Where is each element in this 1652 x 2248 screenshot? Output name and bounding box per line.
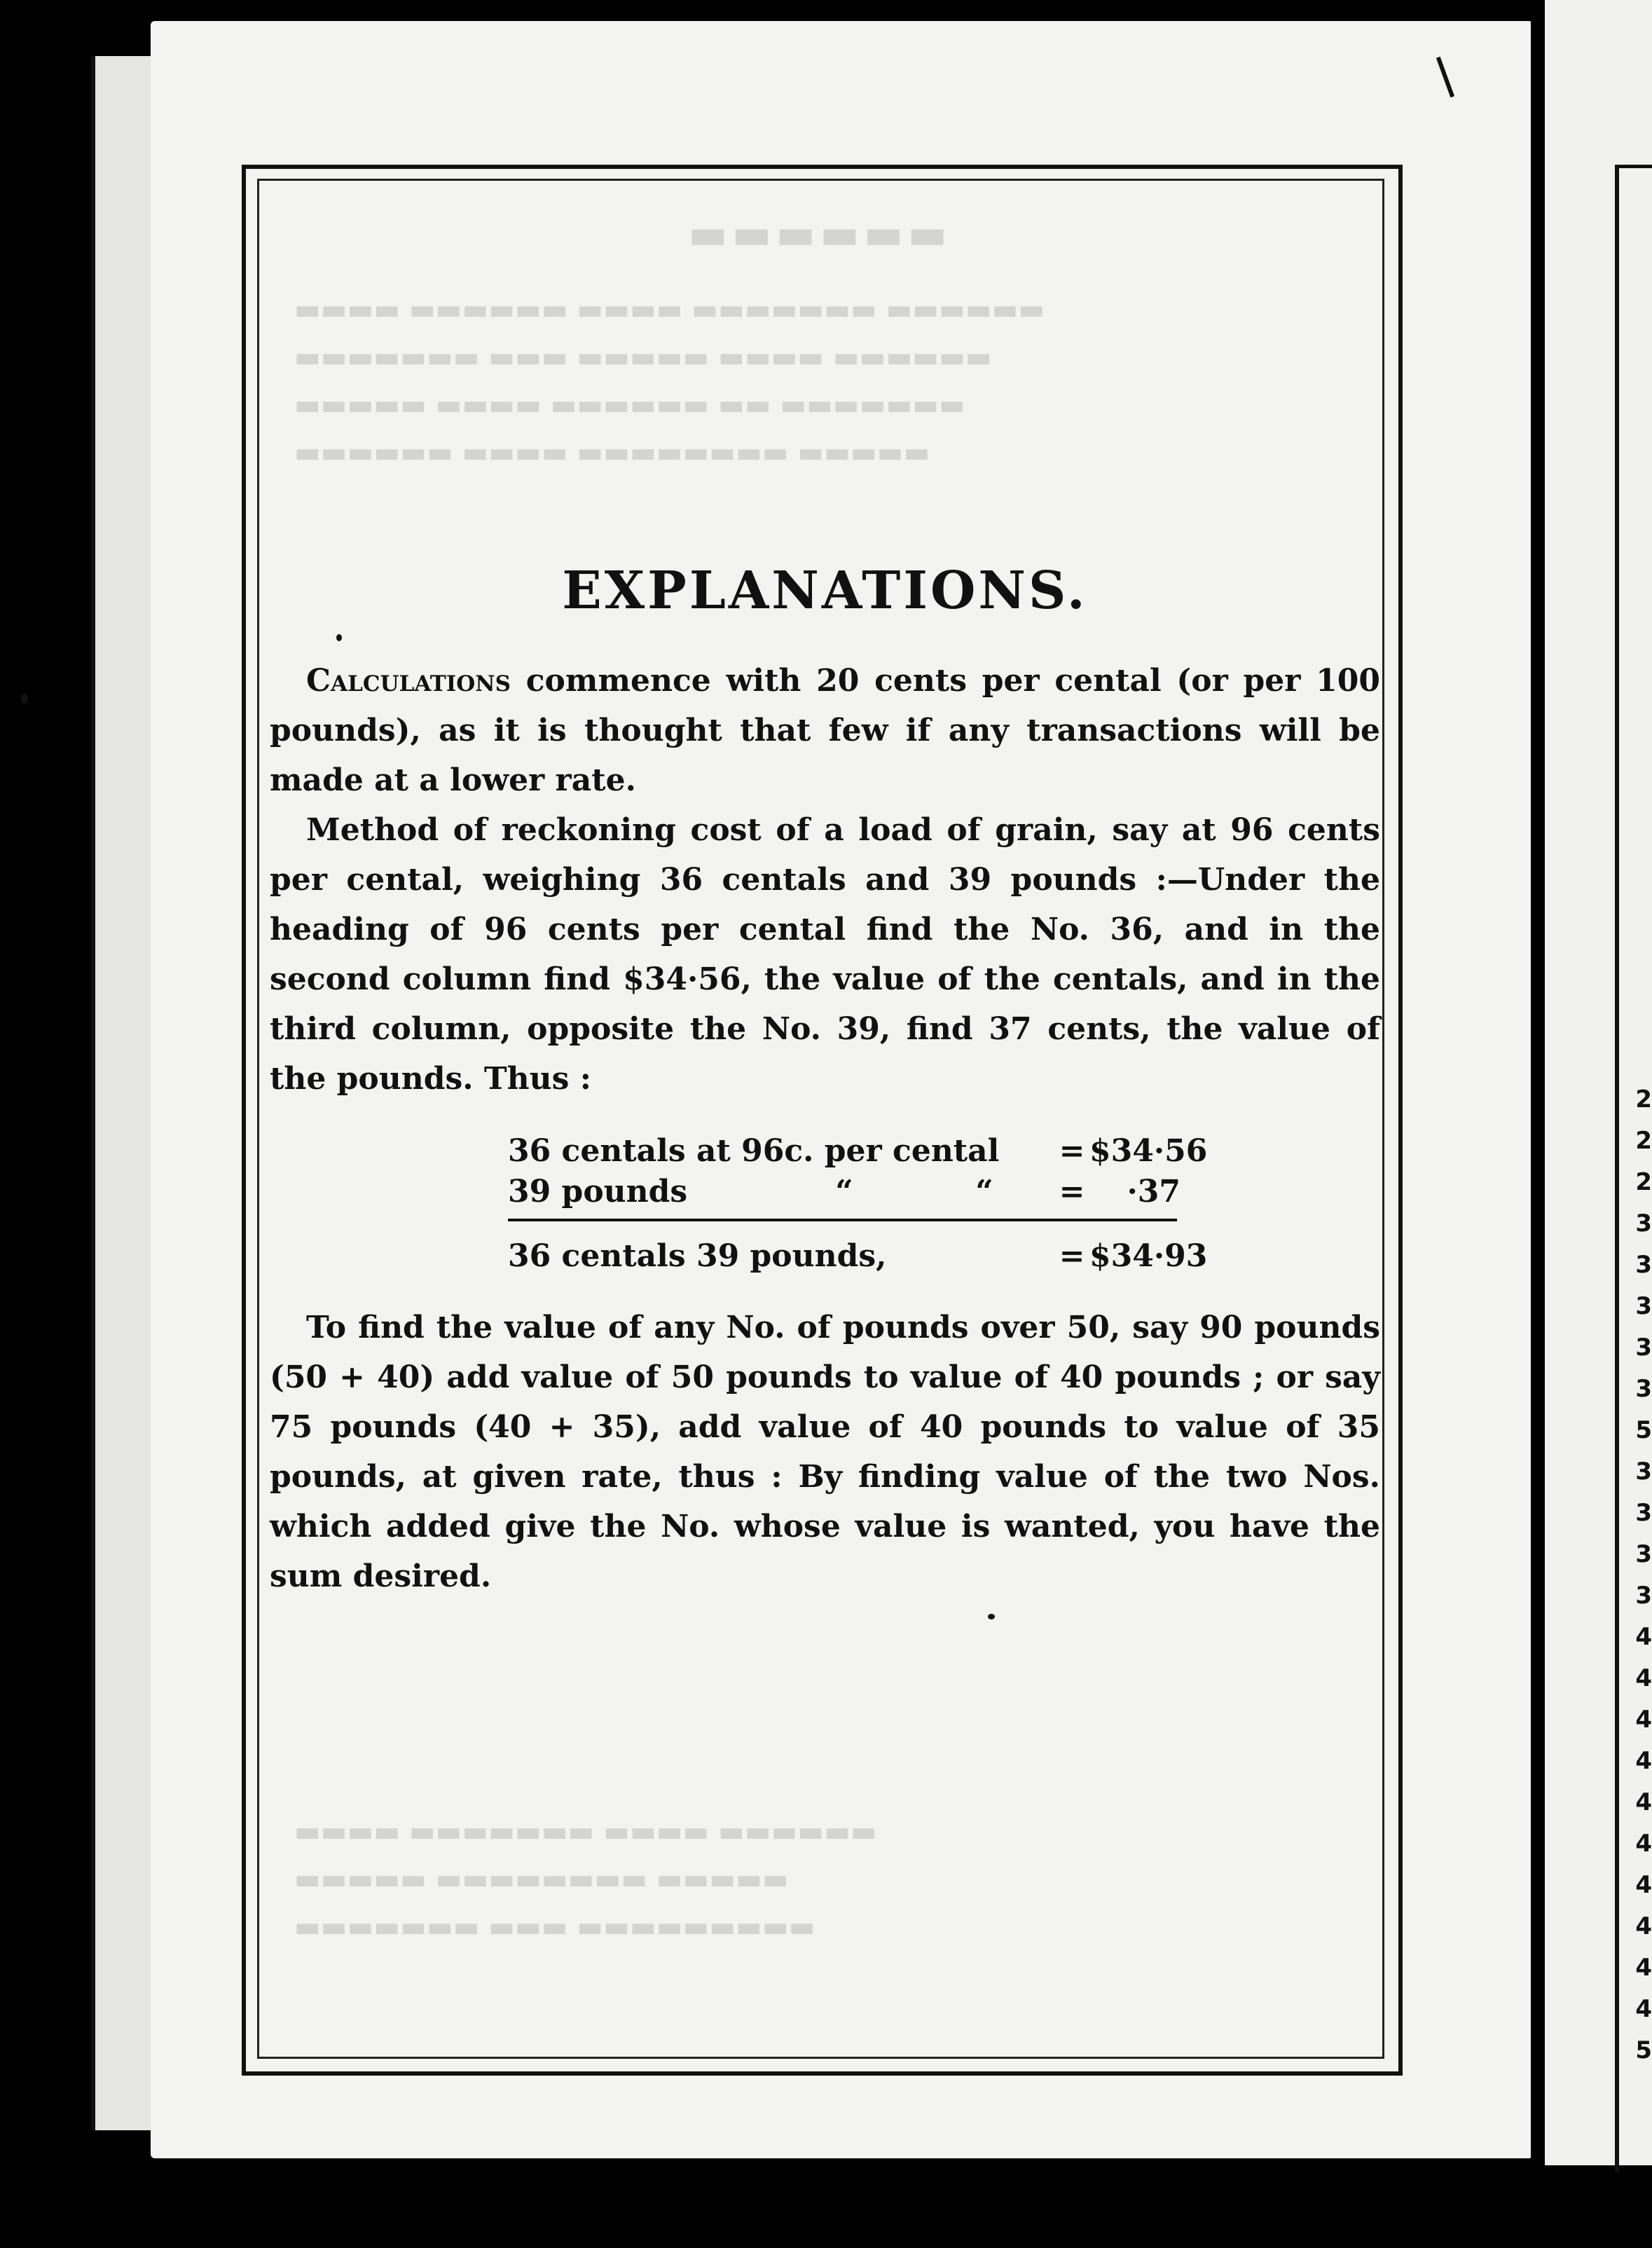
calc-row-pounds — [508, 1171, 1181, 1212]
scan-speck — [21, 694, 28, 704]
calc-amount: $34·56 — [1089, 1132, 1208, 1169]
calc-description: 36 centals 39 pounds, — [508, 1238, 887, 1274]
calc-equals: = — [1059, 1238, 1085, 1274]
right-page-number: 4 — [1635, 1747, 1652, 1775]
right-page-number: 3 — [1635, 1251, 1652, 1279]
page-title: EXPLANATIONS. — [562, 561, 1088, 621]
right-page-number: 3 — [1635, 1458, 1652, 1486]
ditto-mark: “ — [975, 1173, 993, 1209]
bleed-through-text: ▬▬▬▬▬▬ ▬▬▬▬ ▬▬▬▬▬▬ ▬▬▬▬ ▬▬▬▬▬▬▬ ▬▬▬▬▬▬ ▬▬▬▬▬▬▬ ▬▬▬ ▬▬▬▬▬ ▬▬▬▬ ▬▬▬▬▬▬ ▬▬▬▬▬ ▬▬▬▬ ▬▬▬▬▬▬ ▬▬ ▬▬▬▬▬▬▬ ▬▬▬▬▬▬ ▬▬▬▬ ▬▬▬▬▬▬▬▬ ▬▬▬▬▬ ▬▬▬▬ ▬▬▬▬▬▬▬ ▬▬▬▬ ▬▬▬▬▬▬ ▬▬▬▬▬ ▬▬▬▬▬▬▬▬ ▬▬▬▬▬ ▬▬▬▬▬▬▬ ▬▬▬ ▬▬▬▬▬▬▬▬▬ — [294, 210, 1045, 1943]
right-page-number: 3 — [1635, 1540, 1652, 1568]
right-page-number: 5 — [1635, 1416, 1652, 1444]
right-page-number: 2 — [1635, 1127, 1652, 1155]
example-calculation — [508, 1130, 1208, 1276]
right-page-number: 3 — [1635, 1375, 1652, 1403]
right-page-number: 4 — [1635, 1788, 1652, 1816]
calc-equals: = — [1059, 1173, 1085, 1209]
right-page-number: 3 — [1635, 1499, 1652, 1527]
calc-amount: ·37 — [1127, 1173, 1181, 1209]
right-page-number: 3 — [1635, 1582, 1652, 1610]
right-page-number: 4 — [1635, 1871, 1652, 1899]
right-page-number: 4 — [1635, 1830, 1652, 1858]
right-page-number: 2 — [1635, 1168, 1652, 1196]
right-page-number: 4 — [1635, 1706, 1652, 1734]
paragraph-over-fifty: To find the value of any No. of pounds over 50, say 90 pounds (50 + 40) add value of 50 pounds to value of 40 pounds ; or say 75 pounds (40 + 35), add value of 40 pounds to value of 35 pounds, at given rate, thus : By finding value of the two Nos. which added give the No. whose value is wanted, you have the sum desired. — [270, 1310, 1380, 1594]
right-page-number: 4 — [1635, 1623, 1652, 1651]
paragraph-lead-word: Calculations — [306, 663, 511, 699]
right-page-number: 4 — [1635, 1995, 1652, 2023]
explanations-section — [270, 561, 1380, 1601]
right-page-number: 3 — [1635, 1209, 1652, 1238]
ditto-mark: “ — [835, 1173, 853, 1209]
calc-description: 36 centals at 96c. per cental — [508, 1132, 1000, 1169]
calc-description: 39 pounds — [508, 1173, 688, 1209]
sum-rule — [508, 1219, 1177, 1221]
right-page-number: 4 — [1635, 1954, 1652, 1982]
right-page-number: 4 — [1635, 1664, 1652, 1692]
right-page-number: 2 — [1635, 1085, 1652, 1113]
calc-equals: = — [1059, 1132, 1085, 1169]
right-page-number: 4 — [1635, 1912, 1652, 1940]
paragraph-text: commence with 20 cents per cental (or per 100 pounds), as it is thought that few if any transactions will be made at a lower rate. — [270, 663, 1380, 798]
calc-row-centals — [508, 1130, 1208, 1171]
paragraph-method: Method of reckoning cost of a load of grain, say at 96 cents per cental, weighing 36 centals and 39 pounds :—Under the heading of 96 cents per cental find the No. 36, and in the second column find $34·56, the value of the centals, and in the third column, opposite the No. 39, find 37 cents, the value of the pounds. Thus : — [270, 812, 1380, 1097]
paragraph-calculations — [270, 656, 1380, 805]
right-page-number-column — [1624, 1079, 1652, 2071]
calc-row-total — [508, 1235, 1208, 1276]
right-page-number: 5 — [1635, 2036, 1652, 2064]
calc-amount: $34·93 — [1089, 1238, 1208, 1274]
right-page-number: 3 — [1635, 1292, 1652, 1320]
right-page-number: 3 — [1635, 1334, 1652, 1362]
scan-speck — [988, 1614, 995, 1619]
scan-speck — [336, 634, 342, 641]
